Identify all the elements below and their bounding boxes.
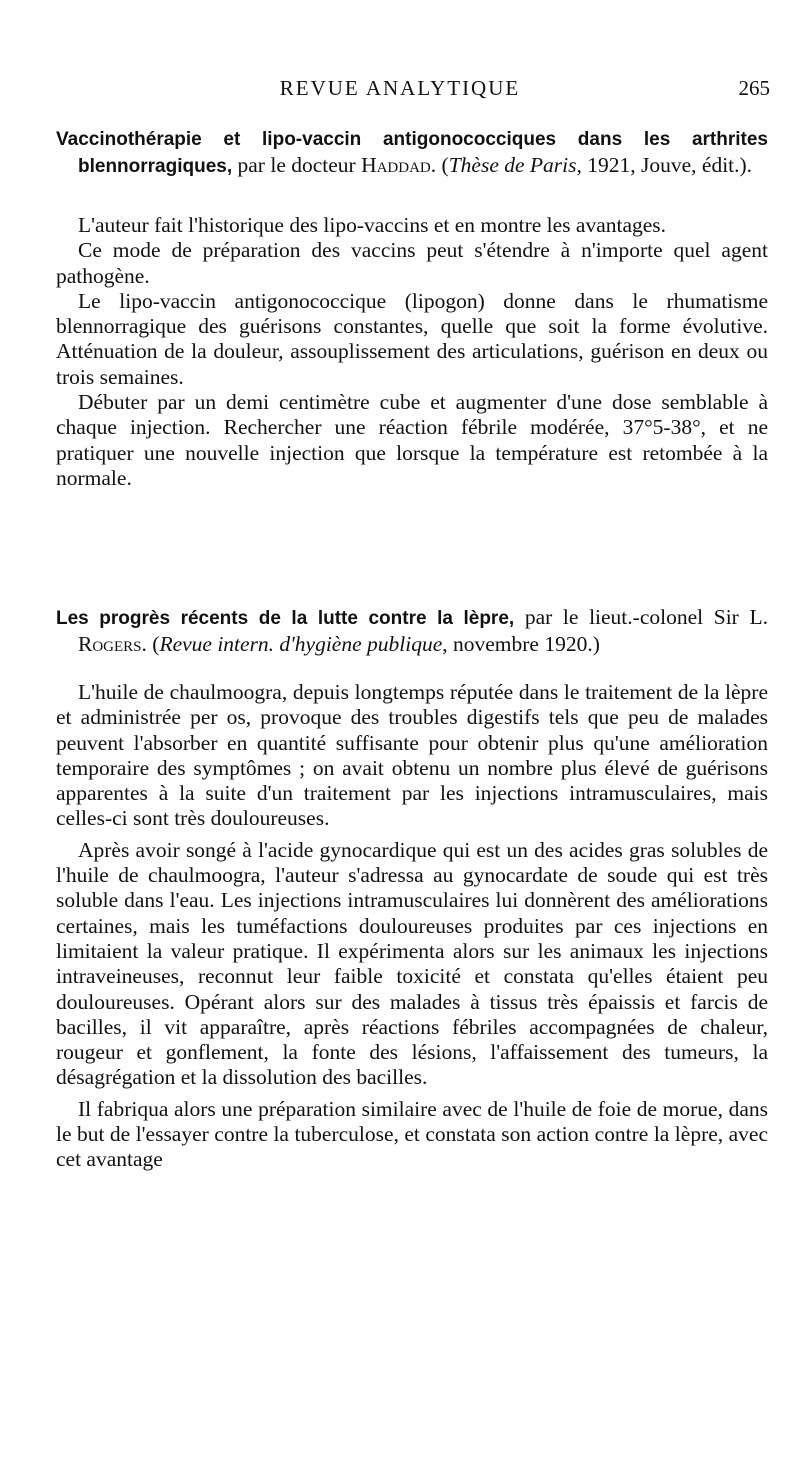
- entry-author: Rogers: [78, 631, 142, 656]
- review-entry-vaccinotherapie: [56, 126, 768, 491]
- running-title: REVUE ANALYTIQUE: [279, 76, 521, 100]
- entry-source: Thèse de Paris: [448, 152, 577, 177]
- entry-title: Les progrès récents de la lutte contre la lèpre,: [56, 608, 515, 629]
- entry-source: Revue intern. d'hygiène publique: [159, 631, 443, 656]
- page-header: [0, 76, 800, 106]
- entry-author: Haddad: [361, 152, 431, 177]
- entry-ref-open: . (: [141, 631, 160, 656]
- page-number: 265: [738, 76, 770, 100]
- body-paragraph: Ce mode de préparation des vaccins peut s'étendre à n'importe quel agent pathogène.: [56, 238, 768, 288]
- entry-heading: [56, 126, 768, 179]
- body-paragraph: Après avoir songé à l'acide gynocardique qui est un des acides gras solubles de l'huile de chaulmoogra, l'auteur s'adressa au gynocardate de soude qui est très soluble dans l'eau. Les injections intramusculaires lui donnèrent des améliorations certaines, mais les tuméfactions douloureuses produites par ces injections en limitaient la valeur pratique. Il expérimenta alors sur les animaux les injections intraveineuses, reconnut leur faible toxicité et constata qu'elles étaient peu douloureuses. Opérant alors sur des malades à tissus très épaissis et farcis de bacilles, il vit apparaître, après réactions fébriles accompagnées de chaleur, rougeur et gonflement, la fonte des lésions, l'affaissement des tumeurs, la désagrégation et la dissolution des bacilles.: [56, 837, 768, 1090]
- entry-ref-rest: , 1921, Jouve, édit.).: [576, 152, 753, 177]
- body-paragraph: Il fabriqua alors une préparation similaire avec de l'huile de foie de morue, dans le but de l'essayer contre la tuberculose, et constata son action contre la lèpre, avec cet avantage: [56, 1096, 768, 1172]
- body-paragraph: L'auteur fait l'historique des lipo-vaccins et en montre les avantages.: [78, 213, 667, 237]
- review-entry-lepre: [56, 605, 768, 1179]
- entry-ref-rest: , novembre 1920.): [442, 631, 600, 656]
- body-paragraph: Débuter par un demi centimètre cube et augmenter d'une dose semblable à chaque injection. Rechercher une réaction fébrile modérée, 37°5-38°, et ne pratiquer une nouvelle injection que lorsque la température est retombée à la normale.: [56, 390, 768, 490]
- entry-body: [56, 213, 768, 491]
- body-paragraph: L'huile de chaulmoogra, depuis longtemps réputée dans le traitement de la lèpre et administrée per os, provoque des troubles digestifs tels que peu de malades peuvent l'absorber en quantité suffisante pour obtenir plus qu'une amélioration temporaire des symptômes ; on avait obtenu un nombre plus élevé de guérisons apparentes à la suite d'un traitement par les injections intramusculaires, mais celles-ci sont très douloureuses.: [56, 680, 768, 831]
- body-paragraph: Le lipo-vaccin antigonococcique (lipogon) donne dans le rhumatisme blennorragique des guérisons constantes, quelle que soit la forme évolutive. Atténuation de la douleur, assouplissement des articulations, guérison en deux ou trois semaines.: [56, 288, 768, 389]
- entry-body: [56, 680, 768, 1173]
- entry-heading: [56, 605, 768, 656]
- entry-byline: par le lieut.-colonel Sir L.: [514, 605, 768, 629]
- entry-byline: par le docteur: [232, 152, 362, 177]
- entry-ref-open: . (: [430, 152, 449, 177]
- entry-title: Vaccinothérapie et lipo-vaccin antigonococciques dans les arthrites blennorragiques,: [56, 129, 768, 177]
